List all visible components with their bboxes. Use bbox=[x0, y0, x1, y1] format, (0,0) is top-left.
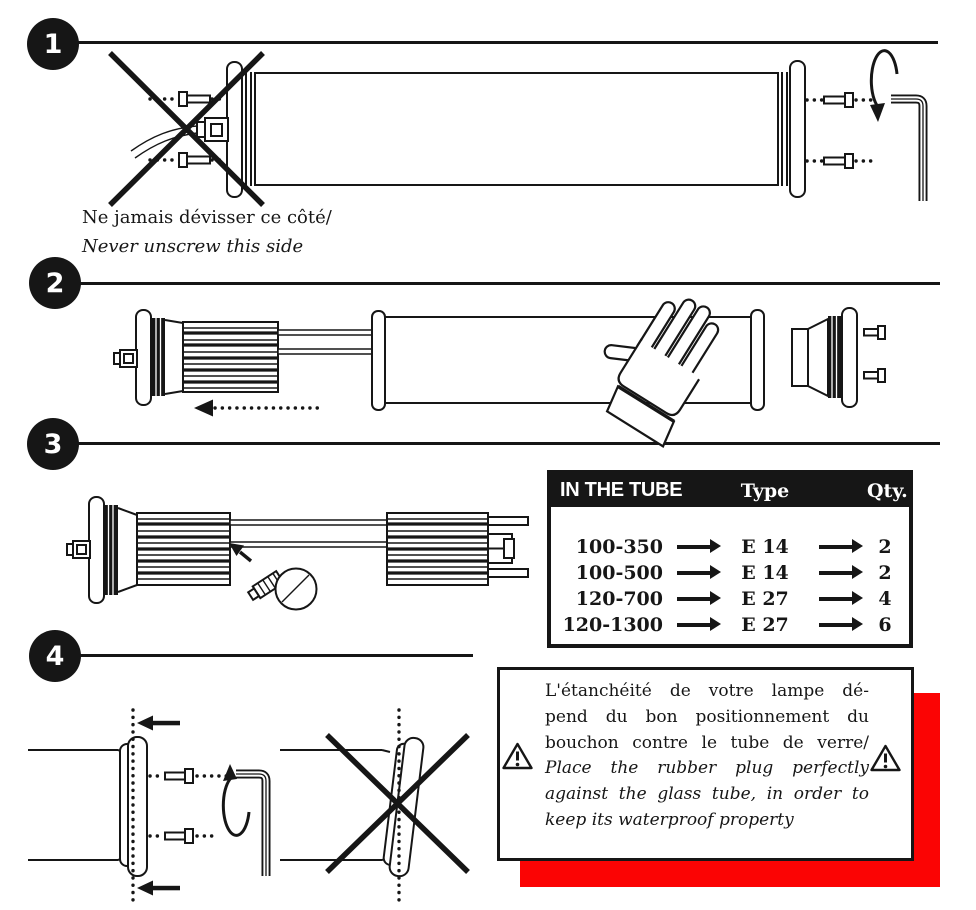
wrong-position bbox=[280, 710, 468, 903]
model-cell: 100-350 bbox=[575, 536, 663, 558]
table-body bbox=[551, 507, 909, 638]
table-header bbox=[551, 474, 909, 507]
table-row bbox=[551, 534, 909, 560]
warning-line: L'étanchéité de votre lampe dé- bbox=[545, 681, 869, 701]
end-cap-assembly-right bbox=[792, 308, 885, 407]
warning-line: pend du bon positionnement du bbox=[545, 706, 869, 727]
screw bbox=[864, 326, 885, 339]
hex-key-icon bbox=[891, 99, 923, 201]
align-arrow bbox=[137, 881, 180, 896]
warning-line: keep its waterproof property bbox=[545, 809, 794, 830]
step-number: 1 bbox=[43, 28, 63, 60]
step-2-badge bbox=[29, 257, 81, 309]
arrow-right-icon bbox=[677, 545, 711, 548]
end-cap-assembly bbox=[67, 497, 230, 603]
warning-line: bouchon contre le tube de verre/ bbox=[545, 732, 869, 753]
qty-cell: 6 bbox=[878, 614, 892, 636]
step4-illustration bbox=[28, 710, 468, 903]
screw bbox=[179, 153, 210, 167]
screw bbox=[824, 93, 853, 107]
table-row bbox=[551, 560, 909, 586]
column-header-type: Type bbox=[740, 479, 790, 502]
type-cell: E 27 bbox=[741, 614, 789, 636]
arrow-right-icon bbox=[677, 623, 711, 626]
table-row bbox=[551, 586, 909, 612]
model-cell: 120-1300 bbox=[562, 614, 663, 636]
warning-line: against the glass tube, in order to bbox=[545, 784, 869, 805]
end-cap-assembly-left bbox=[114, 310, 375, 405]
arrow-right-icon bbox=[819, 545, 853, 548]
arrow-right-icon bbox=[819, 597, 853, 600]
step-number: 4 bbox=[45, 640, 65, 672]
step2-illustration bbox=[114, 272, 885, 446]
tube-lamp bbox=[227, 61, 805, 197]
screw bbox=[864, 369, 885, 382]
warning-triangle-icon bbox=[869, 743, 902, 773]
qty-cell: 2 bbox=[878, 536, 892, 558]
step-3-badge bbox=[27, 418, 79, 470]
step-4-badge bbox=[29, 630, 81, 682]
column-header-qty: Qty. bbox=[867, 479, 908, 502]
right-cap-detail bbox=[807, 51, 923, 201]
warning-triangle-icon bbox=[501, 741, 534, 771]
model-cell: 100-500 bbox=[575, 562, 663, 584]
lamp-holder bbox=[387, 513, 528, 585]
table-row bbox=[551, 612, 909, 638]
type-cell: E 27 bbox=[741, 588, 789, 610]
warning-text bbox=[545, 679, 869, 834]
rotation-arrow bbox=[870, 51, 897, 122]
warning-line: Place the rubber plug perfectly bbox=[545, 758, 869, 779]
step-number: 2 bbox=[45, 267, 65, 299]
screw bbox=[165, 769, 193, 783]
align-arrow bbox=[137, 716, 180, 731]
arrow-right-icon bbox=[677, 571, 711, 574]
arrow-right-icon bbox=[819, 623, 853, 626]
bulb-icon bbox=[247, 569, 317, 610]
step-1-badge bbox=[27, 18, 79, 70]
arrow-right-icon bbox=[677, 597, 711, 600]
glass-tube bbox=[372, 310, 764, 410]
step3-illustration bbox=[67, 497, 528, 610]
step-number: 3 bbox=[43, 428, 63, 460]
screw bbox=[824, 154, 853, 168]
step1-caption-en: Never unscrew this side bbox=[82, 236, 304, 257]
qty-cell: 2 bbox=[878, 562, 892, 584]
table-title: IN THE TUBE bbox=[560, 479, 683, 501]
qty-cell: 4 bbox=[878, 588, 892, 610]
hex-key-icon bbox=[236, 774, 266, 876]
step1-caption-fr: Ne jamais dévisser ce côté/ bbox=[82, 207, 332, 228]
arrow-right-icon bbox=[819, 571, 853, 574]
model-cell: 120-700 bbox=[575, 588, 663, 610]
type-cell: E 14 bbox=[741, 562, 789, 584]
dotted-guide bbox=[807, 100, 877, 161]
step1-illustration bbox=[110, 51, 923, 205]
type-cell: E 14 bbox=[741, 536, 789, 558]
correct-position bbox=[28, 710, 266, 903]
pull-arrow bbox=[194, 400, 320, 417]
support-rod bbox=[230, 542, 387, 547]
screw bbox=[165, 829, 193, 843]
support-rod bbox=[230, 520, 387, 525]
in-the-tube-table bbox=[547, 470, 913, 648]
screw bbox=[179, 92, 210, 106]
